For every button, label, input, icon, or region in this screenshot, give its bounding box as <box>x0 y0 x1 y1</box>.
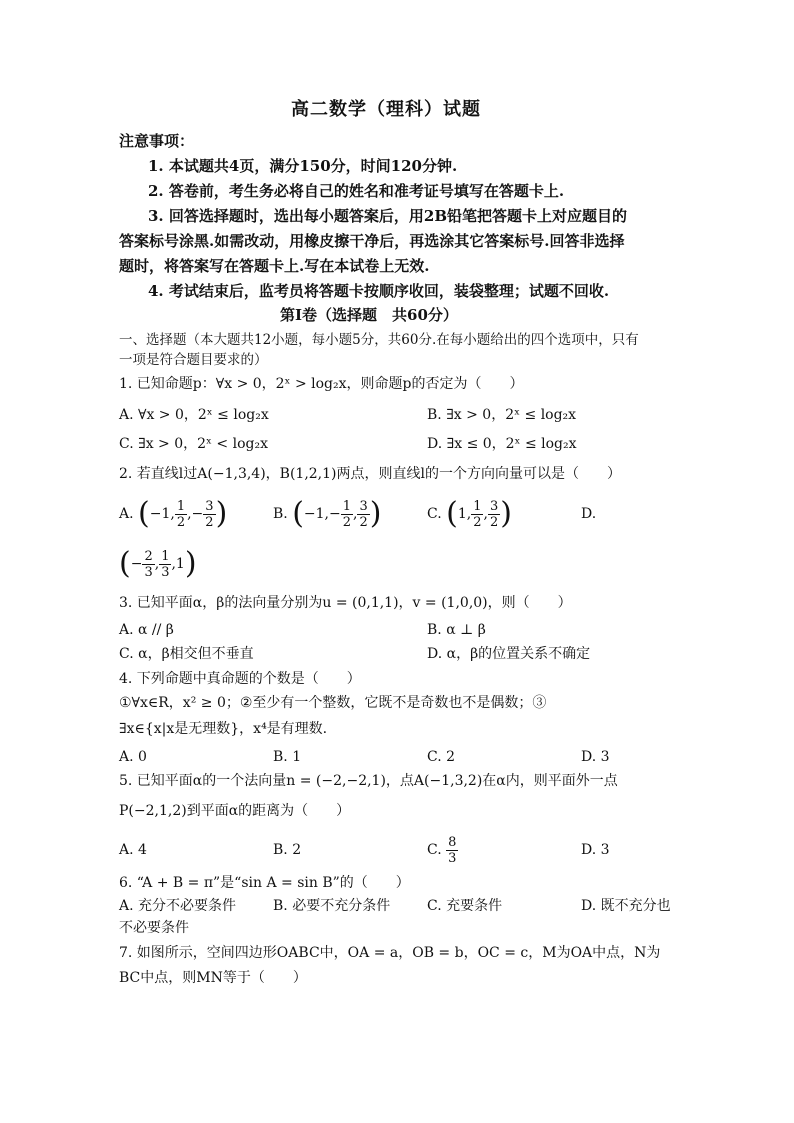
q2-option-d-label: D. <box>581 506 597 522</box>
q2-option-c-label: C. <box>427 506 442 522</box>
q1-option-b: B. ∃x > 0，2ˣ ≤ log₂x <box>427 407 577 423</box>
q2-option-c: C. (1, $\frac{1}{2}$ , $\frac{3}{2}$ ) <box>427 496 512 531</box>
q2-option-b-label: B. <box>273 506 288 522</box>
q5-option-d: D. 3 <box>581 842 610 858</box>
page-title: 高二数学（理科）试题 <box>291 99 481 120</box>
notice-2: 2. 答卷前，考生务必将自己的姓名和准考证号填写在答题卡上. <box>148 182 565 200</box>
q6-option-d: D. 既不充分也 <box>581 898 671 914</box>
q4-line-1: ①∀x∈R，x² ≥ 0；②至少有一个整数，它既不是奇数也不是偶数；③ <box>119 695 547 711</box>
q2-option-a-label: A. <box>119 506 134 522</box>
q4-option-c: C. 2 <box>427 749 456 765</box>
q3-option-d: D. α，β的位置关系不确定 <box>427 646 591 662</box>
q4-line-2: ∃x∈{x|x是无理数}，x⁴是有理数. <box>119 721 328 737</box>
q2-stem: 2. 若直线l过A(−1,3,4)，B(1,2,1)两点，则直线l的一个方向向量可以是（ ） <box>119 466 621 482</box>
q4-option-b: B. 1 <box>273 749 302 765</box>
q6-option-b: B. 必要不充分条件 <box>273 898 391 914</box>
section-intro-2: 一项是符合题目要求的） <box>119 352 268 368</box>
q6-option-a: A. 充分不必要条件 <box>119 898 237 914</box>
q2-option-d: (− $\frac{2}{3}$ , $\frac{1}{3}$ ,1) <box>119 546 197 581</box>
q6-option-d-cont: 不必要条件 <box>119 920 189 936</box>
q5-option-c: C. $\frac{8}{3}$ <box>427 834 457 866</box>
q4-option-a: A. 0 <box>119 749 147 765</box>
q1-option-c: C. ∃x > 0，2ˣ < log₂x <box>119 436 268 452</box>
q5-option-b: B. 2 <box>273 842 302 858</box>
q1-option-d: D. ∃x ≤ 0，2ˣ ≤ log₂x <box>427 436 577 452</box>
q3-option-b: B. α ⊥ β <box>427 622 486 638</box>
notice-1: 1. 本试题共4页，满分150分，时间120分钟. <box>148 157 458 175</box>
q4-stem: 4. 下列命题中真命题的个数是（ ） <box>119 671 361 687</box>
q5-option-a: A. 4 <box>119 842 147 858</box>
q4-option-d: D. 3 <box>581 749 610 765</box>
q3-option-a: A. α // β <box>119 622 174 638</box>
q2-option-a: A. (−1, $\frac{1}{2}$ ,− $\frac{3}{2}$ ) <box>119 496 228 531</box>
q6-option-c: C. 充要条件 <box>427 898 503 914</box>
section-title: 第Ⅰ卷（选择题 共60分） <box>280 306 458 324</box>
section-intro-1: 一、选择题（本大题共12小题，每小题5分，共60分.在每小题给出的四个选项中，只有 <box>119 332 639 348</box>
q5-stem-2: P(−2,1,2)到平面α的距离为（ ） <box>119 803 351 819</box>
notice-4: 4. 考试结束后，监考员将答题卡按顺序收回，装袋整理；试题不回收. <box>148 282 610 300</box>
q7-stem-2: BC中点，则MN等于（ ） <box>119 970 307 986</box>
q5-stem-1: 5. 已知平面α的一个法向量n = (−2,−2,1)，点A(−1,3,2)在α内，则平面外一点 <box>119 773 618 789</box>
notice-3-cont-2: 题时，将答案写在答题卡上.写在本试卷上无效. <box>119 257 430 275</box>
q3-stem: 3. 已知平面α，β的法向量分别为u = (0,1,1)，v = (1,0,0)，则（ ） <box>119 595 572 611</box>
q7-stem-1: 7. 如图所示，空间四边形OABC中，OA = a，OB = b，OC = c，M为OA中点，N为 <box>119 945 661 961</box>
q1-option-a: A. ∀x > 0，2ˣ ≤ log₂x <box>119 407 269 423</box>
q6-stem: 6. “A + B = π”是“sin A = sin B”的（ ） <box>119 875 410 891</box>
q2-option-b: B. (−1,− $\frac{1}{2}$ , $\frac{3}{2}$ ) <box>273 496 382 531</box>
notice-3: 3. 回答选择题时，选出每小题答案后，用2B铅笔把答题卡上对应题目的 <box>148 207 627 225</box>
notice-3-cont-1: 答案标号涂黑.如需改动，用橡皮擦干净后，再选涂其它答案标号.回答非选择 <box>119 232 625 250</box>
notice-heading: 注意事项： <box>119 132 195 150</box>
q1-stem: 1. 已知命题p：∀x > 0，2ˣ > log₂x，则命题p的否定为（ ） <box>119 376 524 392</box>
q5-option-c-label: C. <box>427 842 442 858</box>
q3-option-c: C. α，β相交但不垂直 <box>119 646 254 662</box>
